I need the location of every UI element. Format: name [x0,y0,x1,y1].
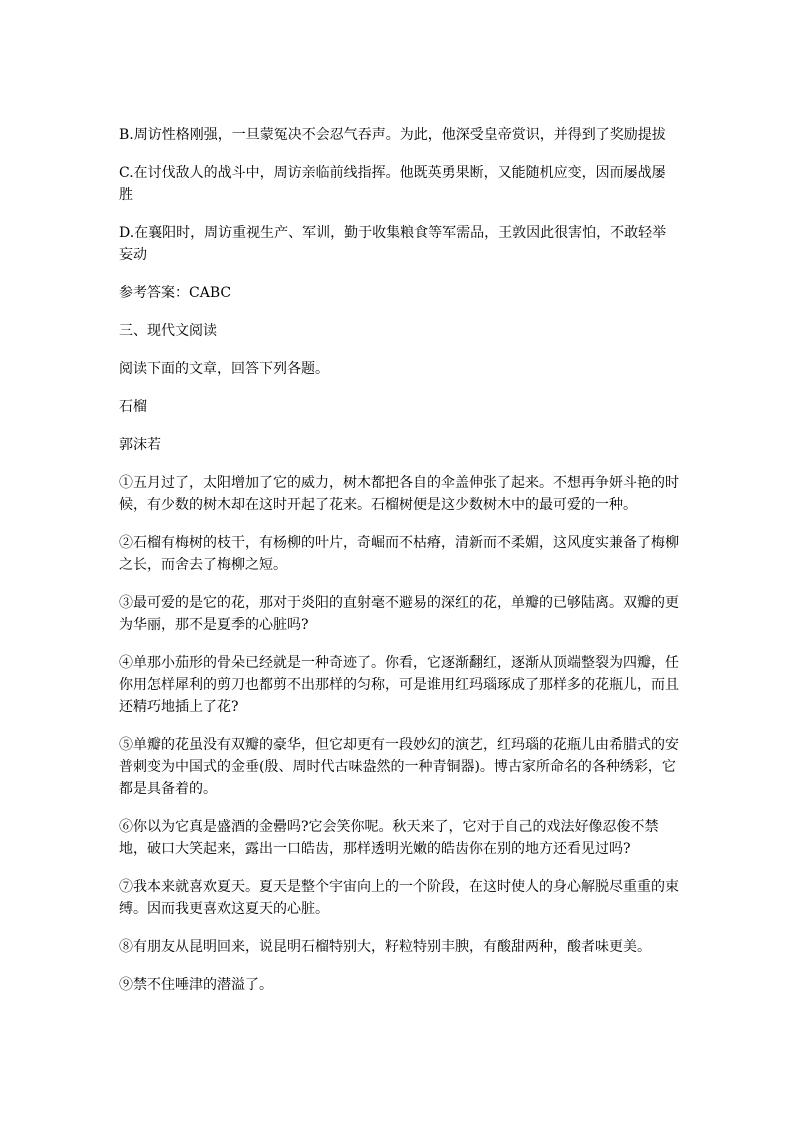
article-paragraph: ①五月过了，太阳增加了它的威力，树木都把各自的伞盖伸张了起来。不想再争妍斗艳的时候，有少数的树木却在这时开起了花来。石榴树便是这少数树木中的最可爱的一种。 [119,475,679,513]
article-author: 郭沫若 [119,437,161,453]
answer-line: 参考答案：CABC [119,285,232,301]
option-b: B.周访性格刚强，一旦蒙冤决不会忍气吞声。为此，他深受皇帝赏识，并得到了奖励提拔 [119,127,666,143]
article-paragraph: ②石榴有梅树的枝干，有杨柳的叶片，奇崛而不枯瘠，清新而不柔媚，这风度实兼备了梅柳之长，而舍去了梅柳之短。 [119,535,679,573]
article-paragraph: ⑧有朋友从昆明回来，说昆明石榴特别大，籽粒特别丰腴，有酸甜两种，酸者味更美。 [119,939,651,955]
article-paragraph: ⑥你以为它真是盛酒的金罍吗?它会笑你呢。秋天来了，它对于自己的戏法好像忍俊不禁地，破口大笑起来，露出一口皓齿，那样透明光嫩的皓齿你在别的地方还看见过吗? [119,819,659,857]
article-paragraph: ⑤单瓣的花虽没有双瓣的豪华，但它却更有一段妙幻的演艺，红玛瑙的花瓶儿由希腊式的安普刺变为中国式的金垂(殷、周时代古味盎然的一种青铜器)。博古家所命名的各种绣彩，它都是具备着的。 [119,737,679,797]
document-page [119,124,679,1012]
article-title: 石榴 [119,399,147,415]
article-paragraph: ⑦我本来就喜欢夏天。夏天是整个宇宙向上的一个阶段，在这时使人的身心解脱尽重重的束缚。因而我更喜欢这夏天的心脏。 [119,879,679,917]
option-d: D.在襄阳时，周访重视生产、军训，勤于收集粮食等军需品，王敦因此很害怕，不敢轻举妄动 [119,225,667,263]
article-paragraph: ⑨禁不住唾津的潜溢了。 [119,977,273,993]
article-paragraph: ③最可爱的是它的花，那对于炎阳的直射毫不避易的深红的花，单瓣的已够陆离。双瓣的更为华丽，那不是夏季的心脏吗? [119,595,679,633]
instruction: 阅读下面的文章，回答下列各题。 [119,361,329,377]
section-title: 三、现代文阅读 [119,323,217,339]
option-c: C.在讨伐敌人的战斗中，周访亲临前线指挥。他既英勇果断，又能随机应变，因而屡战屡胜 [119,165,666,203]
article-paragraph: ④单那小茄形的骨朵已经就是一种奇迹了。你看，它逐渐翻红，逐渐从顶端整裂为四瓣，任你用怎样犀利的剪刀也都剪不出那样的匀称，可是谁用红玛瑙琢成了那样多的花瓶儿，而且还精巧地插上了花? [119,655,679,715]
